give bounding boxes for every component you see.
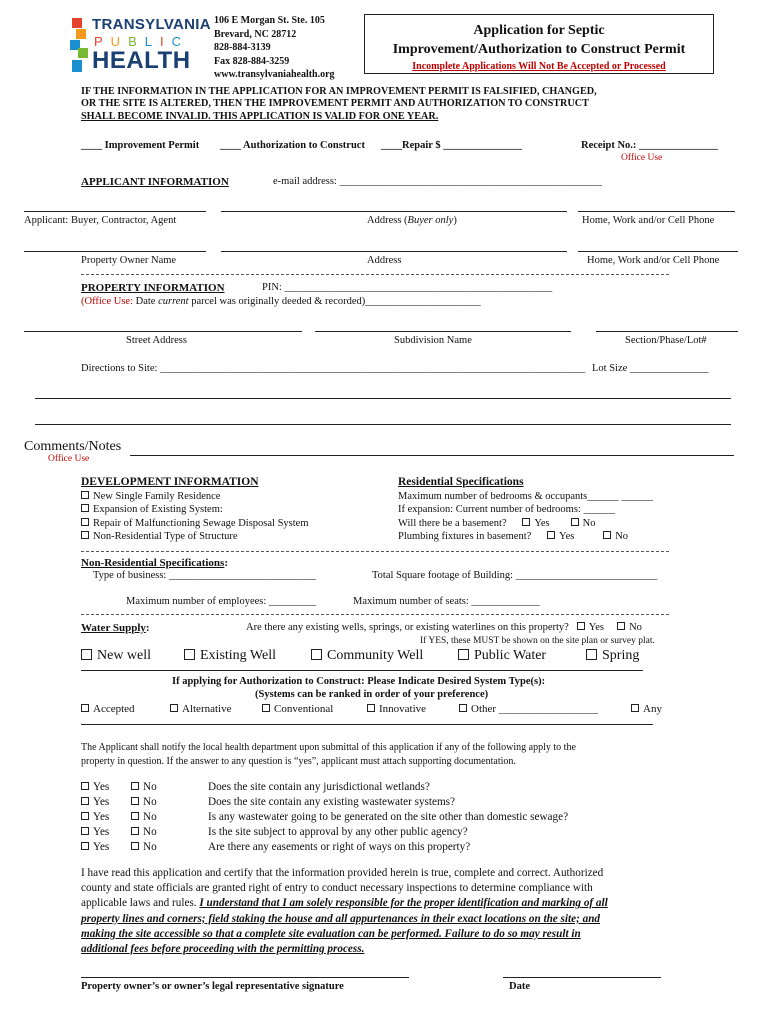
phone: 828-884-3139: [214, 42, 271, 53]
development-heading: DEVELOPMENT INFORMATION: [81, 476, 259, 488]
checkbox[interactable]: [170, 704, 178, 712]
no-checkbox[interactable]: [131, 842, 139, 850]
website: www.transylvaniahealth.org: [214, 69, 335, 80]
system-any[interactable]: Any: [631, 703, 662, 715]
water-public-water[interactable]: Public Water: [458, 648, 546, 664]
applicant-phone-line[interactable]: [578, 211, 735, 212]
checkbox[interactable]: [631, 704, 639, 712]
dev-item-nonresidential[interactable]: Non-Residential Type of Structure: [81, 530, 309, 543]
office-use-label: Office Use: [621, 153, 663, 163]
lot-size-field[interactable]: Lot Size _______________: [592, 363, 709, 374]
logo-transylvania: TRANSYLVANIA: [92, 16, 211, 33]
system-line-1: If applying for Authorization to Construct: Please Indicate Desired System Type(s):: [172, 676, 546, 687]
street-address-line[interactable]: [24, 331, 302, 332]
certification: I have read this application and certify that the information provided herein is true, complete and correct. Authorized county and state officials are granted right of entry to conduct necessary inspections to determine compliance with applicable laws and rules. I understand that I am solely responsible for the proper identification and marking of all property lines and corners; field staking the house and all appurtenances in their exact locations on the site; and making the site accessible so that a complete site evaluation can be performed. Failure to do so may result in additional fees before proceeding with the permitting process.: [81, 867, 608, 956]
title-box: [364, 14, 714, 74]
directions-line-3[interactable]: [35, 424, 731, 425]
subdivision-line[interactable]: [315, 331, 571, 332]
plumbing-row: Plumbing fixtures in basement? Yes No: [398, 530, 629, 542]
signature-label: Property owner’s or owner’s legal representative signature: [81, 981, 344, 992]
wells-no-checkbox[interactable]: [617, 622, 625, 630]
checkbox[interactable]: [311, 649, 322, 660]
street-address-label: Street Address: [126, 335, 187, 346]
question-row: Yes No Is the site subject to approval by any other public agency?: [81, 825, 568, 840]
plumbing-yes-checkbox[interactable]: [547, 531, 555, 539]
fax: Fax 828-884-3259: [214, 55, 290, 67]
owner-name-line[interactable]: [24, 251, 206, 252]
system-options: [81, 703, 681, 719]
divider: [81, 551, 669, 552]
system-other[interactable]: Other __________________: [459, 703, 598, 715]
comments-heading: Comments/Notes: [24, 439, 122, 454]
property-heading: PROPERTY INFORMATION: [81, 282, 225, 294]
checkbox[interactable]: [81, 491, 89, 499]
owner-address-label: Address: [367, 255, 402, 266]
logo-health: HEALTH: [92, 47, 191, 74]
system-line-2: (Systems can be ranked in order of your preference): [255, 689, 489, 700]
checkbox[interactable]: [81, 649, 92, 660]
email-field[interactable]: e-mail address: __________________________________________________: [273, 176, 602, 187]
no-checkbox[interactable]: [131, 812, 139, 820]
notice: [81, 86, 597, 123]
applicant-heading: APPLICANT INFORMATION: [81, 176, 229, 188]
water-new-well[interactable]: New well: [81, 648, 151, 664]
nonres-heading: Non-Residential Specifications:: [81, 557, 228, 569]
receipt-field[interactable]: Receipt No.: _______________: [581, 140, 718, 151]
yes-checkbox[interactable]: [81, 782, 89, 790]
current-bedrooms-field[interactable]: If expansion: Current number of bedrooms: ______: [398, 504, 615, 516]
checkbox[interactable]: [367, 704, 375, 712]
water-options: [81, 648, 721, 668]
title-line-2: Improvement/Authorization to Construct Permit: [392, 42, 686, 57]
logo: [68, 16, 211, 76]
applicant-address-label: Address (Buyer only): [367, 215, 457, 226]
water-spring[interactable]: Spring: [586, 648, 639, 664]
max-bedrooms-field[interactable]: Maximum number of bedrooms & occupants______ ______: [398, 491, 653, 502]
checkbox[interactable]: [184, 649, 195, 660]
system-innovative[interactable]: Innovative: [367, 703, 426, 715]
question-row: Yes No Does the site contain any jurisdictional wetlands?: [81, 780, 568, 795]
basement-no-checkbox[interactable]: [571, 518, 579, 526]
repair-field[interactable]: ____Repair $ _______________: [381, 140, 522, 151]
divider: [81, 670, 643, 671]
owner-name-label: Property Owner Name: [81, 255, 177, 266]
residential-heading: Residential Specifications: [398, 476, 524, 488]
comments-line[interactable]: [130, 455, 734, 456]
checkbox[interactable]: [586, 649, 597, 660]
checkbox[interactable]: [459, 704, 467, 712]
water-heading: Water Supply:: [81, 622, 150, 634]
date-line[interactable]: [503, 977, 661, 978]
existing-wells-row: Are there any existing wells, springs, or existing waterlines on this property? Yes No: [246, 622, 642, 633]
dev-item-expansion[interactable]: Expansion of Existing System:: [81, 503, 309, 516]
no-checkbox[interactable]: [131, 797, 139, 805]
signature-line[interactable]: [81, 977, 409, 978]
pin-field[interactable]: PIN: ___________________________________________________: [262, 282, 553, 293]
improvement-permit-field[interactable]: ____ Improvement Permit: [81, 140, 200, 151]
address-line-2: Brevard, NC 28712: [214, 28, 297, 40]
plumbing-no-checkbox[interactable]: [603, 531, 611, 539]
subdivision-label: Subdivision Name: [394, 335, 472, 346]
water-community-well[interactable]: Community Well: [311, 648, 423, 664]
owner-phone-line[interactable]: [578, 251, 738, 252]
owner-phone-label: Home, Work and/or Cell Phone: [587, 255, 720, 266]
business-type-field[interactable]: Type of business: ____________________________: [93, 570, 316, 581]
yes-checkbox[interactable]: [81, 842, 89, 850]
basement-row: Will there be a basement? Yes No: [398, 517, 596, 529]
seats-field[interactable]: Maximum number of seats: _____________: [353, 596, 540, 607]
yes-checkbox[interactable]: [81, 827, 89, 835]
yes-checkbox[interactable]: [81, 797, 89, 805]
date-label: Date: [509, 981, 530, 992]
basement-yes-checkbox[interactable]: [522, 518, 530, 526]
question-row: Yes No Does the site contain any existing wastewater systems?: [81, 795, 568, 810]
system-accepted[interactable]: Accepted: [81, 703, 135, 715]
water-existing-well[interactable]: Existing Well: [184, 648, 276, 664]
development-list: [81, 490, 309, 543]
applicant-phone-label: Home, Work and/or Cell Phone: [582, 215, 715, 226]
yes-checkbox[interactable]: [81, 812, 89, 820]
system-alternative[interactable]: Alternative: [170, 703, 231, 715]
if-yes-note: If YES, these MUST be shown on the site plan or survey plat.: [420, 636, 655, 646]
applicant-label: Applicant: Buyer, Contractor, Agent: [24, 215, 177, 226]
authorization-field[interactable]: ____ Authorization to Construct: [220, 140, 365, 151]
divider: [81, 274, 669, 275]
divider: [81, 614, 669, 615]
notify-text: The Applicant shall notify the local health department upon submittal of this application if any of the following apply to the property in question. If the answer to any question is “yes”, applicant must attach supporting documentation.: [81, 742, 576, 767]
employees-field[interactable]: Maximum number of employees: _________: [126, 596, 317, 607]
contact-block: [214, 14, 335, 82]
section-line[interactable]: [596, 331, 738, 332]
title-line-1: Application for Septic: [473, 23, 605, 38]
checkbox[interactable]: [81, 704, 89, 712]
applicant-address-line[interactable]: [221, 211, 567, 212]
residential-specs: [398, 490, 653, 543]
checkbox[interactable]: [81, 518, 89, 526]
notice-line-3: SHALL BECOME INVALID. THIS APPLICATION IS VALID FOR ONE YEAR.: [81, 110, 439, 122]
logo-public: PUBLIC: [94, 34, 189, 49]
questions: [81, 780, 568, 855]
no-checkbox[interactable]: [131, 782, 139, 790]
wells-yes-checkbox[interactable]: [577, 622, 585, 630]
comments-office-use: Office Use: [48, 454, 90, 464]
question-row: Yes No Are there any easements or right of ways on this property?: [81, 840, 568, 855]
notice-line-2: OR THE SITE IS ALTERED, THEN THE IMPROVEMENT PERMIT AND AUTHORIZATION TO CONSTRUCT: [81, 98, 589, 110]
dev-item-new-residence[interactable]: New Single Family Residence: [81, 490, 309, 503]
no-checkbox[interactable]: [131, 827, 139, 835]
applicant-name-line[interactable]: [24, 211, 206, 212]
checkbox[interactable]: [81, 531, 89, 539]
checkbox[interactable]: [262, 704, 270, 712]
directions-line-2[interactable]: [35, 398, 731, 399]
checkbox[interactable]: [81, 504, 89, 512]
section-label: Section/Phase/Lot#: [625, 335, 707, 346]
directions-field[interactable]: Directions to Site: _________________________________________________________________________________: [81, 363, 586, 374]
owner-address-line[interactable]: [221, 251, 567, 252]
logo-puzzle-icon: [68, 18, 90, 74]
title-warning: Incomplete Applications Will Not Be Accepted or Processed: [412, 61, 666, 72]
checkbox[interactable]: [458, 649, 469, 660]
question-row: Yes No Is any wastewater going to be generated on the site other than domestic sewage?: [81, 810, 568, 825]
address-line-1: 106 E Morgan St. Ste. 105: [214, 15, 325, 26]
notice-line-1: IF THE INFORMATION IN THE APPLICATION FOR AN IMPROVEMENT PERMIT IS FALSIFIED, CHANGED,: [81, 86, 597, 97]
divider: [81, 724, 653, 725]
square-footage-field[interactable]: Total Square footage of Building: ___________________________: [372, 570, 658, 581]
system-conventional[interactable]: Conventional: [262, 703, 333, 715]
deed-date-field[interactable]: (Office Use: Date current parcel was originally deeded & recorded)______________________: [81, 296, 481, 307]
dev-item-repair[interactable]: Repair of Malfunctioning Sewage Disposal System: [81, 517, 309, 530]
